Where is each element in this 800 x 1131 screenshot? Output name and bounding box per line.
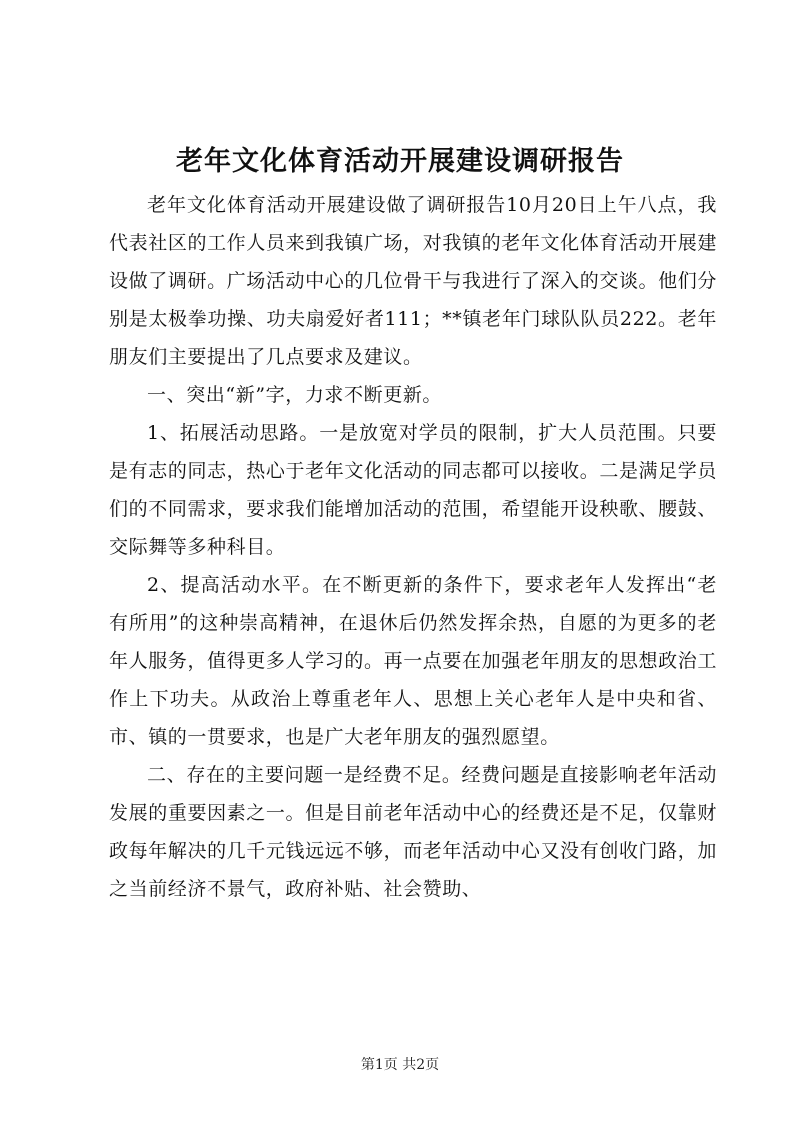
page-title: 老年文化体育活动开展建设调研报告	[176, 146, 624, 177]
paragraph-item-2: 2、提高活动水平。在不断更新的条件下，要求老年人发挥出“老有所用”的这种崇高精神，在退休后仍然发挥余热，自愿的为更多的老年人服务，值得更多人学习的。再一点要在加强老年朋友的思想政治工作上下功夫。从政治上尊重老年人、思想上关心老年人是中央和省、市、镇的一贯要求，也是广大老年朋友的强烈愿望。	[109, 574, 717, 748]
page-footer: 第1页 共2页	[360, 1057, 440, 1073]
paragraph-item-1: 1、拓展活动思路。一是放宽对学员的限制，扩大人员范围。只要是有志的同志，热心于老年文化活动的同志都可以接收。二是满足学员们的不同需求，要求我们能增加活动的范围，希望能开设秧歌、腰鼓、交际舞等多种科目。	[109, 422, 717, 558]
paragraph-intro: 老年文化体育活动开展建设做了调研报告10月20日上午八点，我代表社区的工作人员来到我镇广场，对我镇的老年文化体育活动开展建设做了调研。广场活动中心的几位骨干与我进行了深入的交谈。他们分别是太极拳功操、功夫扇爱好者111；**镇老年门球队队员222。老年朋友们主要提出了几点要求及建议。	[109, 194, 717, 368]
document-body	[109, 186, 717, 908]
paragraph-section-2: 二、存在的主要问题一是经费不足。经费问题是直接影响老年活动发展的重要因素之一。但是目前老年活动中心的经费还是不足，仅靠财政每年解决的几千元钱远远不够，而老年活动中心又没有创收门路，加之当前经济不景气，政府补贴、社会赞助、	[109, 764, 717, 900]
paragraph-section-1-heading: 一、突出“新”字，力求不断更新。	[147, 384, 443, 406]
